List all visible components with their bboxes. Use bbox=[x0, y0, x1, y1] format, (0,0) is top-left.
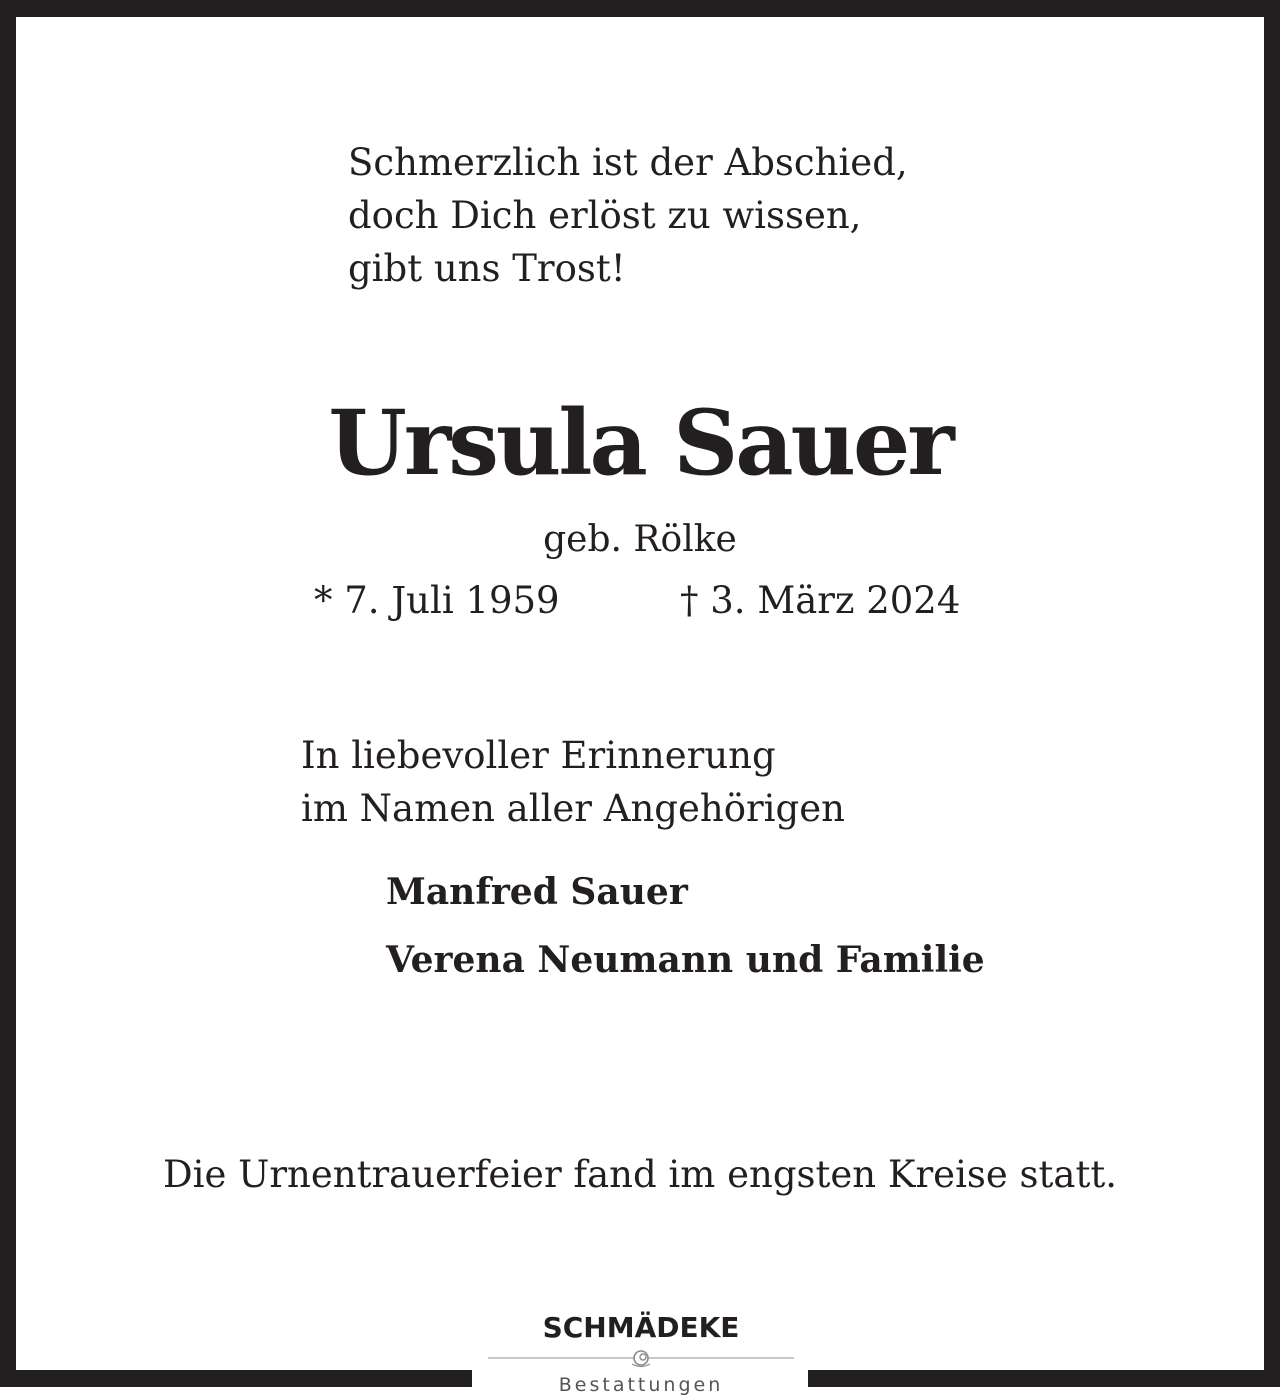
mourner-name: Verena Neumann und Familie bbox=[386, 939, 985, 981]
frame-border-top bbox=[0, 0, 1280, 17]
ornament-icon bbox=[488, 1348, 794, 1370]
deceased-name: Ursula Sauer bbox=[328, 390, 952, 496]
memory-line: im Namen aller Angehörigen bbox=[301, 787, 845, 830]
funeral-home-subtitle: Bestattungen bbox=[558, 1374, 724, 1396]
memory-line: In liebevoller Erinnerung bbox=[301, 734, 776, 777]
verse-line: doch Dich erlöst zu wissen, bbox=[348, 194, 862, 237]
ceremony-note: Die Urnentrauerfeier fand im engsten Kreise statt. bbox=[163, 1153, 1117, 1196]
funeral-home-name: SCHMÄDEKE bbox=[542, 1311, 740, 1344]
frame-border-bottom-right bbox=[808, 1370, 1280, 1387]
frame-border-bottom-left bbox=[0, 1370, 472, 1387]
funeral-home-logo bbox=[488, 1300, 794, 1399]
maiden-name: geb. Rölke bbox=[543, 519, 737, 560]
birth-date: * 7. Juli 1959 bbox=[314, 579, 560, 622]
verse-line: gibt uns Trost! bbox=[348, 247, 626, 290]
mourner-name: Manfred Sauer bbox=[386, 871, 688, 913]
verse bbox=[348, 136, 908, 295]
death-date: † 3. März 2024 bbox=[680, 579, 961, 622]
memory-text bbox=[301, 729, 845, 835]
verse-line: Schmerzlich ist der Abschied, bbox=[348, 141, 908, 184]
